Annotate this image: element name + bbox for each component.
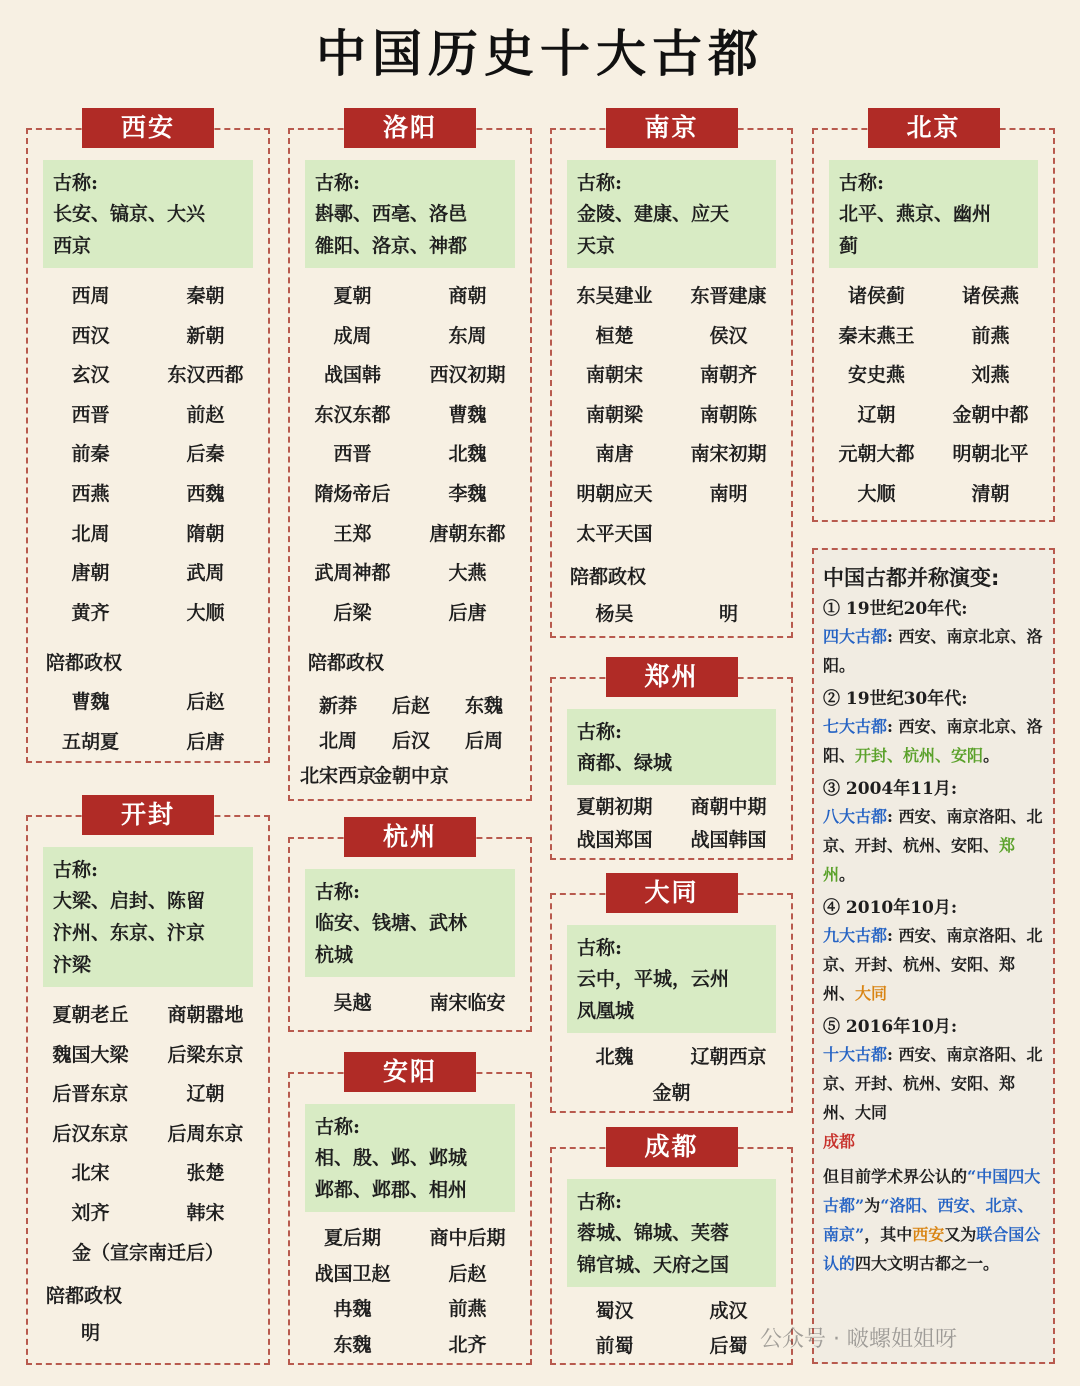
peidu-label: 陪都政权 (570, 566, 647, 588)
ancient-label: 古称: (577, 172, 623, 194)
dynasty-item: 李魏 (448, 483, 487, 505)
dynasty-item: 新朝 (186, 324, 225, 347)
conclusion-term: “中国四大古都” (823, 1167, 1041, 1215)
dynasty-item: 后赵 (186, 691, 225, 713)
dynasty-item: 新莽 (318, 695, 357, 717)
card-luoyang (288, 113, 532, 801)
dynasty-item: 后梁东京 (167, 1043, 244, 1066)
evolution-text-3 (823, 802, 1045, 889)
ancient-label: 古称: (53, 859, 99, 881)
evolution-text-1 (823, 622, 1045, 680)
new-city: 成都 (823, 1132, 856, 1151)
dynasty-item: 后梁 (333, 601, 372, 624)
evolution-date-1: ① 19世纪20年代: (823, 599, 968, 619)
card-beijing (812, 113, 1055, 522)
dynasty-item: 夏后期 (323, 1227, 381, 1249)
dynasty-item: 商朝 (448, 285, 487, 307)
ancient-names: 云中，平城，云州 凤凰城 (577, 968, 730, 1022)
city-badge: 南京 (606, 108, 738, 148)
card-chengdu (550, 1132, 793, 1365)
conclusion-part: 四大文明古都 (855, 1254, 952, 1273)
city-list: : 西安、南京北京、洛阳。 (823, 627, 1043, 675)
city-badge: 北京 (868, 108, 1000, 148)
dynasty-item: 北宋西京 (299, 765, 376, 787)
dynasty-item: 桓楚 (595, 324, 634, 347)
card-hangzhou (288, 822, 532, 1032)
conclusion-part: 为 (864, 1196, 881, 1215)
dynasty-item: 秦朝 (186, 285, 225, 307)
ancient-names: 长安、镐京、大兴 西京 (53, 203, 206, 257)
ancient-label: 古称: (315, 1116, 361, 1138)
dynasty-item: 五胡夏 (61, 730, 119, 753)
dynasty-item: 后唐 (448, 601, 487, 624)
dynasty-item: 前赵 (186, 403, 225, 426)
dynasty-item: 隋炀帝后 (314, 483, 391, 505)
dynasty-item: 东晋建康 (690, 285, 767, 307)
ancient-names: 北平、燕京、幽州 蓟 (839, 203, 992, 257)
dynasty-item: 东汉西都 (167, 364, 244, 387)
dynasty-item: 唐朝东都 (429, 522, 506, 545)
card-kaifeng (26, 800, 270, 1365)
dynasty-item: 秦末燕王 (838, 324, 915, 347)
dynasty-item: 金朝中都 (952, 403, 1029, 426)
dynasty-item: 西汉 (71, 324, 110, 347)
dynasty-item: 前燕 (448, 1298, 487, 1320)
dynasty-item: 韩宋 (186, 1202, 225, 1224)
page-title: 中国历史十大古都 (316, 25, 764, 83)
dynasty-item: 曹魏 (448, 403, 487, 426)
ancient-names: 金陵、建康、应天 天京 (577, 203, 730, 257)
separator: 、 (935, 746, 952, 765)
dynasty-item: 后周 (464, 730, 503, 752)
dynasty-item: 金朝 (652, 1082, 691, 1104)
card-xian (26, 113, 270, 763)
evolution-date-4: ④ 2010年10月: (823, 898, 958, 918)
dynasty-item: 商朝嚣地 (167, 1004, 244, 1026)
city-list: : 西安、南京洛阳、北京、开封、杭州、安阳、郑州、大同 (823, 1045, 1043, 1122)
dynasty-item: 东汉东都 (314, 403, 391, 426)
dynasty-item: 辽朝西京 (690, 1046, 767, 1068)
group-name: 四大古都 (823, 627, 888, 646)
dynasty-item: 刘燕 (971, 364, 1010, 387)
dynasty-item: 辽朝 (186, 1083, 225, 1106)
dynasty-item: 后秦 (186, 443, 225, 466)
dynasty-item: 太平天国 (576, 522, 653, 545)
ancient-names: 相、殷、邺、邺城 邺都、邺郡、相州 (315, 1147, 468, 1201)
evolution-date-2: ② 19世纪30年代: (823, 689, 968, 709)
dynasty-item: 东魏 (464, 695, 503, 717)
ancient-label: 古称: (839, 172, 885, 194)
dynasty-item: 南朝陈 (699, 403, 757, 426)
dynasty-item: 金朝中京 (372, 765, 449, 787)
dynasty-item: 战国郑国 (576, 829, 653, 851)
dynasty-item: 大顺 (186, 601, 225, 624)
city-badge: 郑州 (606, 657, 738, 697)
conclusion-part: 之一。 (951, 1254, 1000, 1273)
dynasty-item: 武周神都 (314, 562, 391, 585)
dynasty-item: 大顺 (857, 483, 896, 505)
dynasty-item: 北宋 (71, 1162, 110, 1185)
dynasty-item: 成汉 (709, 1300, 748, 1322)
ancient-label: 古称: (577, 721, 623, 743)
dynasty-item: 武周 (186, 562, 225, 585)
dynasty-item: 后汉东京 (52, 1122, 129, 1145)
dynasty-item: 战国韩 (323, 364, 381, 387)
dynasty-item: 元朝大都 (838, 443, 915, 466)
city-badge: 西安 (82, 108, 214, 148)
dynasty-item: 后晋东京 (52, 1083, 129, 1106)
ancient-names-box (829, 160, 1038, 268)
dynasty-item: 西魏 (186, 483, 225, 505)
watermark: 公众号 · 啵螺姐姐呀 (760, 1327, 957, 1352)
evolution-title: 中国古都并称演变: (823, 566, 1000, 590)
dynasty-item: 南朝齐 (699, 364, 757, 387)
dynasty-item: 隋朝 (186, 522, 225, 545)
dynasty-item: 北魏 (595, 1046, 634, 1068)
dynasty-item: 夏朝 (333, 285, 372, 307)
dynasty-item: 曹魏 (71, 691, 110, 713)
evolution-date-3: ③ 2004年11月: (823, 779, 958, 799)
dynasty-item: 安史燕 (847, 364, 905, 387)
city-badge: 杭州 (344, 817, 476, 857)
group-name: 九大古都 (823, 926, 888, 945)
ancient-names-box (305, 1104, 515, 1212)
dynasty-item: 南明 (709, 483, 748, 505)
group-name: 十大古都 (823, 1045, 888, 1064)
ancient-label: 古称: (315, 172, 361, 194)
dynasty-item: 杨吴 (595, 603, 634, 625)
conclusion-term: 联合国公认的 (823, 1225, 1041, 1273)
new-cities: 开封、杭州 (855, 746, 936, 765)
city-badge: 大同 (606, 873, 738, 913)
ancient-names-box (567, 709, 776, 785)
dynasty-item: 王郑 (333, 522, 372, 545)
city-list: : 西安、南京北京、洛阳、 (823, 717, 1043, 765)
conclusion-city: 西安 (912, 1225, 945, 1244)
evolution-text-5 (823, 1040, 1045, 1156)
dynasty-item: 明朝应天 (576, 483, 653, 505)
dynasty-item: 西燕 (71, 483, 110, 505)
city-list: : 西安、南京洛阳、北京、开封、杭州、安阳、 (823, 807, 1043, 855)
dynasty-item: 西周 (71, 285, 110, 307)
dynasty-item: 大燕 (448, 562, 487, 585)
group-name: 七大古都 (823, 717, 888, 736)
dynasty-item: 唐朝 (71, 562, 110, 585)
dynasty-item: 北周 (318, 730, 357, 752)
conclusion-part: 又为 (944, 1225, 977, 1244)
conclusion-cities: “洛阳、西安、北京、南京” (823, 1196, 1034, 1244)
dynasty-item: 南宋临安 (429, 992, 506, 1014)
dynasty-item: 商朝中期 (690, 796, 767, 818)
dynasty-item: 黄齐 (71, 601, 110, 624)
dynasty-item: 侯汉 (709, 324, 748, 347)
dynasty-item: 东吴建业 (576, 285, 653, 307)
dynasty-item: 前秦 (71, 443, 110, 466)
dynasty-item: 东魏 (333, 1333, 372, 1356)
city-list: : 西安、南京洛阳、北京、开封、杭州、安阳、郑州、 (823, 926, 1043, 1003)
dynasty-item: 吴越 (333, 992, 372, 1014)
peidu-label: 陪都政权 (46, 1285, 123, 1307)
dynasty-item: 西汉初期 (429, 364, 506, 387)
dynasty-item: 商中后期 (429, 1227, 506, 1249)
new-city: 大同 (855, 984, 888, 1003)
ancient-names-box (43, 160, 253, 268)
ancient-names: 蓉城、锦城、芙蓉 锦官城、天府之国 (577, 1222, 730, 1276)
card-datong (550, 878, 793, 1113)
card-anyang (288, 1057, 532, 1365)
dynasty-item: 魏国大梁 (52, 1043, 129, 1066)
peidu-label: 陪都政权 (46, 652, 123, 674)
dynasty-item: 前蜀 (595, 1335, 634, 1357)
ancient-label: 古称: (577, 937, 623, 959)
dynasty-item: 张楚 (186, 1162, 225, 1185)
conclusion-part: ，其中 (864, 1225, 913, 1244)
dynasty-item: 南宋初期 (690, 443, 767, 466)
group-name: 八大古都 (823, 807, 888, 826)
ancient-names: 商都、绿城 (577, 752, 673, 774)
dynasty-item: 诸侯蓟 (847, 285, 905, 307)
evolution-conclusion (823, 1162, 1045, 1278)
dynasty-item: 清朝 (971, 483, 1010, 505)
conclusion-part: 但目前学术界公认的 (823, 1167, 968, 1186)
dynasty-item: 刘齐 (71, 1202, 110, 1224)
evolution-box (812, 548, 1055, 1364)
dynasty-item: 夏朝初期 (576, 796, 653, 818)
dynasty-item: 明 (80, 1322, 100, 1344)
dynasty-item: 北周 (71, 522, 110, 545)
dynasty-item: 北齐 (448, 1333, 487, 1356)
new-city: 郑州 (823, 836, 1016, 884)
evolution-date-5: ⑤ 2016年10月: (823, 1017, 958, 1037)
period: 。 (839, 865, 856, 884)
dynasty-item: 前燕 (971, 324, 1010, 347)
dynasty-item: 明朝北平 (952, 443, 1029, 466)
dynasty-item: 西晋 (333, 443, 372, 466)
dynasty-item: 明 (718, 603, 738, 625)
dynasty-item: 东周 (448, 324, 487, 347)
ancient-names-box (567, 1179, 776, 1287)
dynasty-item: 战国卫赵 (314, 1262, 391, 1285)
city-badge: 安阳 (344, 1052, 476, 1092)
ancient-label: 古称: (315, 881, 361, 903)
dynasty-item: 后汉 (391, 730, 430, 752)
card-zhengzhou (550, 662, 793, 860)
dynasty-item: 后赵 (448, 1262, 487, 1285)
ancient-names-box (43, 847, 253, 987)
dynasty-item: 玄汉 (71, 364, 110, 387)
dynasty-item: 战国韩国 (690, 829, 767, 851)
city-badge: 成都 (606, 1127, 738, 1167)
city-badge: 开封 (82, 795, 214, 835)
dynasty-item: 成周 (333, 324, 372, 347)
dynasty-item: 南唐 (595, 443, 634, 466)
evolution-text-2 (823, 712, 1045, 770)
ancient-names: 大梁、启封、陈留 汴州、东京、汴京 汴梁 (53, 890, 206, 976)
ancient-names-box (567, 160, 776, 268)
ancient-names: 斟鄩、西亳、洛邑 雒阳、洛京、神都 (315, 203, 468, 257)
dynasty-item: 后赵 (391, 695, 430, 717)
evolution-text-4 (823, 921, 1045, 1008)
dynasty-item: 南朝梁 (585, 403, 643, 426)
dynasty-item: 辽朝 (857, 403, 896, 426)
city-badge: 洛阳 (344, 108, 476, 148)
dynasty-item: 冉魏 (333, 1298, 372, 1320)
dynasty-item: 后周东京 (167, 1122, 244, 1145)
ancient-names: 临安、钱塘、武林 杭城 (315, 912, 468, 966)
ancient-names-box (567, 925, 776, 1033)
dynasty-item: 北魏 (448, 443, 487, 466)
ancient-names-box (305, 160, 515, 268)
new-city: 安阳 (951, 746, 984, 765)
ancient-names-box (305, 869, 515, 977)
dynasty-item: 南朝宋 (585, 364, 643, 387)
ancient-label: 古称: (577, 1191, 623, 1213)
peidu-label: 陪都政权 (308, 652, 385, 674)
dynasty-jin: 金（宣宗南迁后） (71, 1242, 224, 1264)
ancient-label: 古称: (53, 172, 99, 194)
dynasty-item: 蜀汉 (595, 1300, 634, 1322)
card-nanjing (550, 113, 793, 638)
dynasty-item: 西晋 (71, 403, 110, 426)
period: 。 (983, 746, 1000, 765)
dynasty-item: 后唐 (186, 730, 225, 753)
dynasty-item: 诸侯燕 (961, 285, 1019, 307)
dynasty-item: 后蜀 (709, 1335, 748, 1357)
dynasty-item: 夏朝老丘 (52, 1004, 129, 1026)
